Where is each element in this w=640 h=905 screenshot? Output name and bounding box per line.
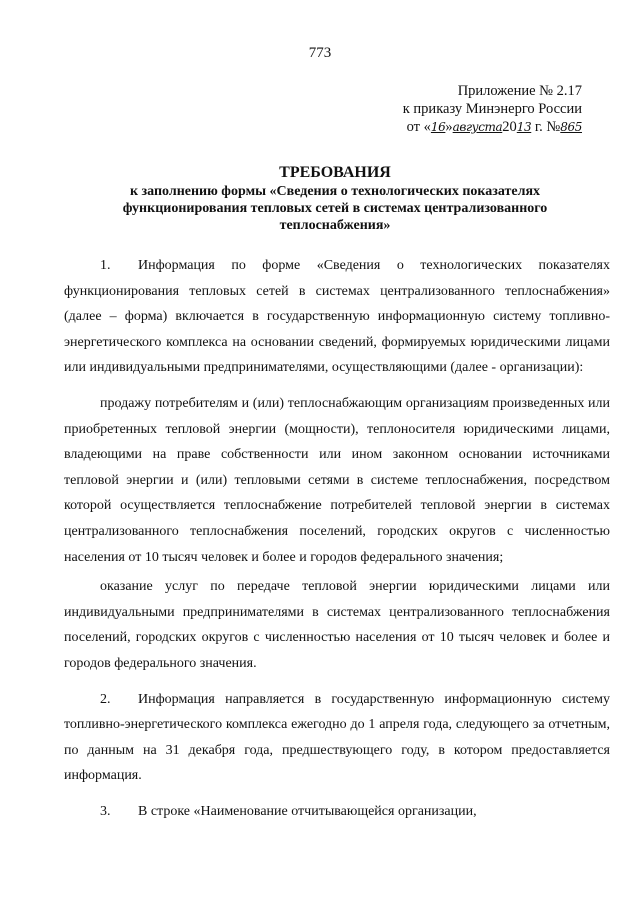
page-number: 773 [308,45,332,61]
annex-date-line [403,118,582,136]
title-line-3: теплоснабжения» [279,218,391,233]
paragraph-1-number: 1. [100,258,111,273]
paragraph-4-text: Информация направляется в государственную информационную систему топливно-энергетического комплекса ежегодно до 1 апреля года, следующего за отчетным, по данным на 31 декабря года, предшествующего году, в котором предоставляется информация. [64,691,610,784]
handwritten-day: 16 [430,120,446,134]
paragraph-2: продажу потребителям и (или) теплоснабжающим организациям произведенных или приобретенных тепловой энергии (мощности), теплоносителя юридическими лицами, владеющими на праве собственности или ином законном основании источниками тепловой энергии и (или) тепловыми сетями в системе теплоснабжения, посредством которой осуществляется теплоснабжение потребителей тепловой энергии в системах централизованного теплоснабжения поселений, городских округов с численностью населения от 10 тысяч человек и более и городов федерального значения; [64,395,610,565]
document-body [64,253,610,828]
paragraph-1 [64,253,610,381]
annex-year-suffix: г. № [531,119,561,135]
handwritten-year: 13 [516,120,532,134]
paragraph-5-number: 3. [100,803,111,819]
handwritten-order-number: 865 [560,120,582,134]
paragraph-3: оказание услуг по передаче тепловой энергии юридическими лицами или индивидуальными предпринимателями в системах централизованного теплоснабжения поселений, городских округов с численностью населения от 10 тысяч человек и более и городов федерального значения. [64,579,610,671]
annex-order-ref: к приказу Минэнерго России [402,101,582,117]
annex-title: Приложение № 2.17 [457,83,582,99]
title-line-1: к заполнению формы «Сведения о технологических показателях [129,184,541,199]
annex-quote-close: » [445,119,453,135]
handwritten-month: августа [452,120,503,134]
title-main: ТРЕБОВАНИЯ [279,164,391,181]
document-title [95,163,575,234]
annex-year-prefix: 20 [502,119,517,135]
paragraph-5 [64,799,610,825]
paragraph-4 [64,687,610,789]
paragraph-1-text: Информация по форме «Сведения о технологических показателях функционирования тепловых сетей в системах централизованного теплоснабжения» (далее – форма) включается в государственную информационную систему топливно-энергетического комплекса на основании сведений, формируемых юридическими лицами или индивидуальными предпринимателями, осуществляющими (далее - организации): [64,258,610,376]
paragraph-4-number: 2. [100,691,111,707]
title-line-2: функционирования тепловых сетей в системах централизованного [122,201,548,216]
paragraph-5-text: В строке «Наименование отчитывающейся организации, [138,803,477,819]
annex-header [403,82,582,136]
annex-date-prefix: от « [406,119,431,135]
